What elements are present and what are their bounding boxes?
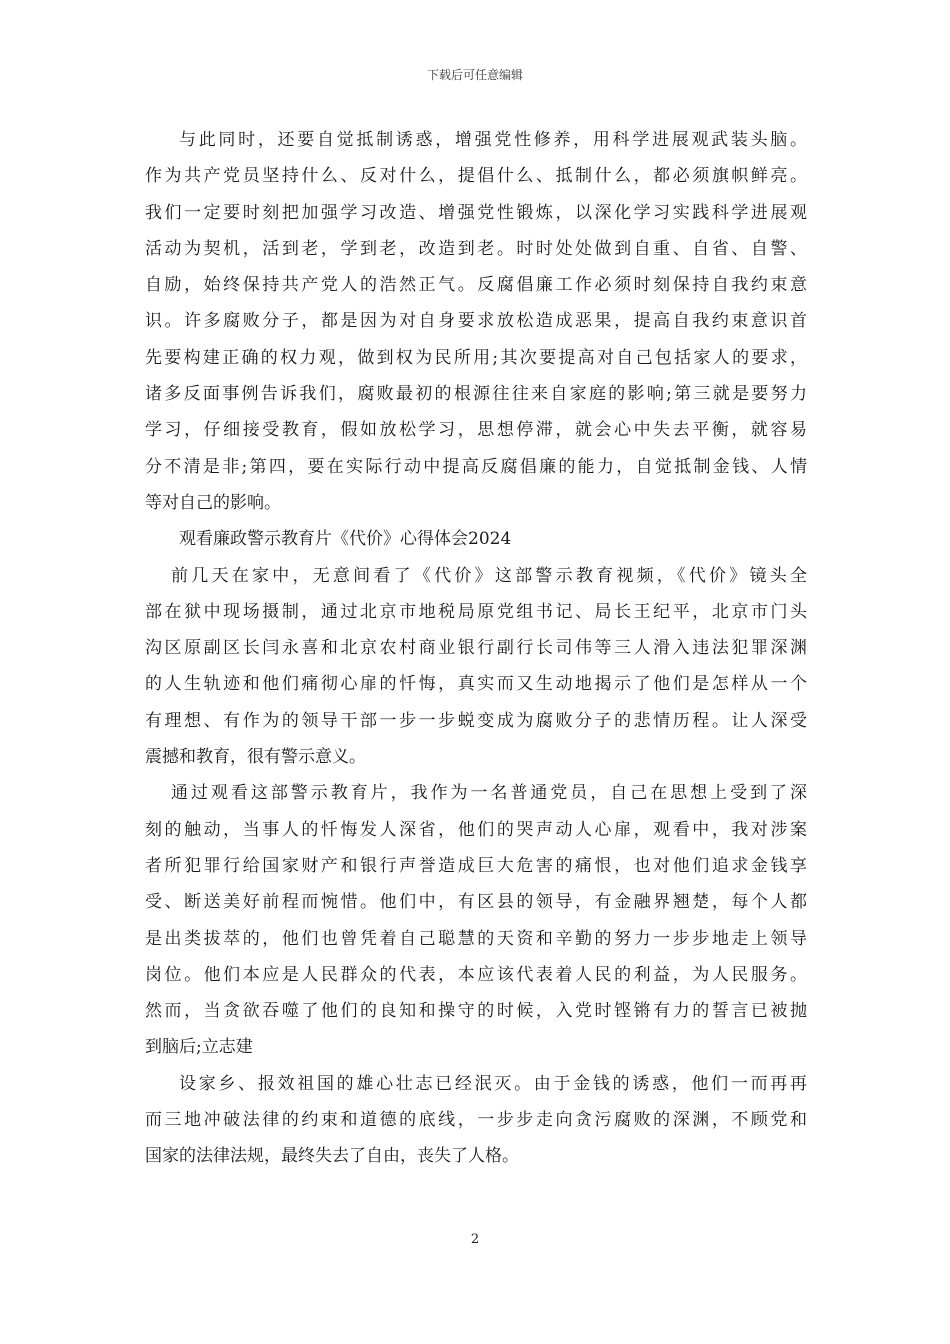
text-line: 国家的法律法规，最终失去了自由，丧失了人格。 [145,1146,519,1167]
text-line: 的人生轨迹和他们痛彻心扉的忏悔，真实而又生动地揭示了他们是怎样从一个 [145,674,807,695]
text-line: 到脑后;立志建 [145,1037,253,1058]
text-line: 诸多反面事例告诉我们，腐败最初的根源往往来自家庭的影响;第三就是要努力 [145,384,807,405]
text-line: 受、断送美好前程而惋惜。他们中，有区县的领导，有金融界翘楚，每个人都 [145,892,807,913]
text-line: 岗位。他们本应是人民群众的代表，本应该代表着人民的利益，为人民服务。 [145,964,807,985]
text-line: 等对自己的影响。 [145,492,281,513]
text-line: 有理想、有作为的领导干部一步一步蜕变成为腐败分子的悲情历程。让人深受 [145,710,807,731]
text-line: 震撼和教育，很有警示意义。 [145,747,366,768]
text-line: 作为共产党员坚持什么、反对什么，提倡什么、抵制什么，都必须旗帜鲜亮。 [145,166,807,187]
page-number: 2 [470,1232,480,1247]
text-line: 是出类拔萃的，他们也曾凭着自己聪慧的天资和辛勤的努力一步步地走上领导 [145,928,807,949]
text-line: 前几天在家中，无意间看了《代价》这部警示教育视频，《代价》镜头全 [171,565,807,586]
text-line: 通过观看这部警示教育片，我作为一名普通党员，自己在思想上受到了深 [171,783,807,804]
text-line: 与此同时，还要自觉抵制诱惑，增强党性修养，用科学进展观武装头脑。 [179,130,807,150]
text-line: 沟区原副区长闫永喜和北京农村商业银行副行长司伟等三人滑入违法犯罪深渊 [145,638,807,659]
text-line: 然而，当贪欲吞噬了他们的良知和操守的时候，入党时铿锵有力的誓言已被抛 [145,1001,807,1022]
text-line: 自励，始终保持共产党人的浩然正气。反腐倡廉工作必须时刻保持自我约束意 [145,275,807,296]
text-line: 部在狱中现场摄制，通过北京市地税局原党组书记、局长王纪平，北京市门头 [145,601,807,622]
text-line: 者所犯罪行给国家财产和银行声誉造成巨大危害的痛恨，也对他们追求金钱享 [145,855,807,876]
document-body [145,122,807,1175]
text-line: 活动为契机，活到老，学到老，改造到老。时时处处做到自重、自省、自警、 [145,238,807,259]
text-line: 学习，仔细接受教育，假如放松学习，思想停滞，就会心中失去平衡，就容易 [145,420,807,441]
text-line: 分不清是非;第四，要在实际行动中提高反腐倡廉的能力，自觉抵制金钱、人情 [145,456,807,477]
text-line: 先要构建正确的权力观，做到权为民所用;其次要提高对自己包括家人的要求， [145,347,807,368]
text-line: 设家乡、报效祖国的雄心壮志已经泯灭。由于金钱的诱惑，他们一而再再 [179,1073,807,1094]
page-header: 下载后可任意编辑 [426,68,523,82]
text-line: 识。许多腐败分子，都是因为对自身要求放松造成恶果，提高自我约束意识首 [145,311,807,332]
text-line: 而三地冲破法律的约束和道德的底线，一步步走向贪污腐败的深渊，不顾党和 [145,1110,807,1131]
text-line: 刻的触动，当事人的忏悔发人深省，他们的哭声动人心扉，观看中，我对涉案 [145,819,807,840]
text-line: 我们一定要时刻把加强学习改造、增强党性锻炼，以深化学习实践科学进展观 [145,202,807,223]
section-title: 观看廉政警示教育片《代价》心得体会2024 [179,529,512,550]
